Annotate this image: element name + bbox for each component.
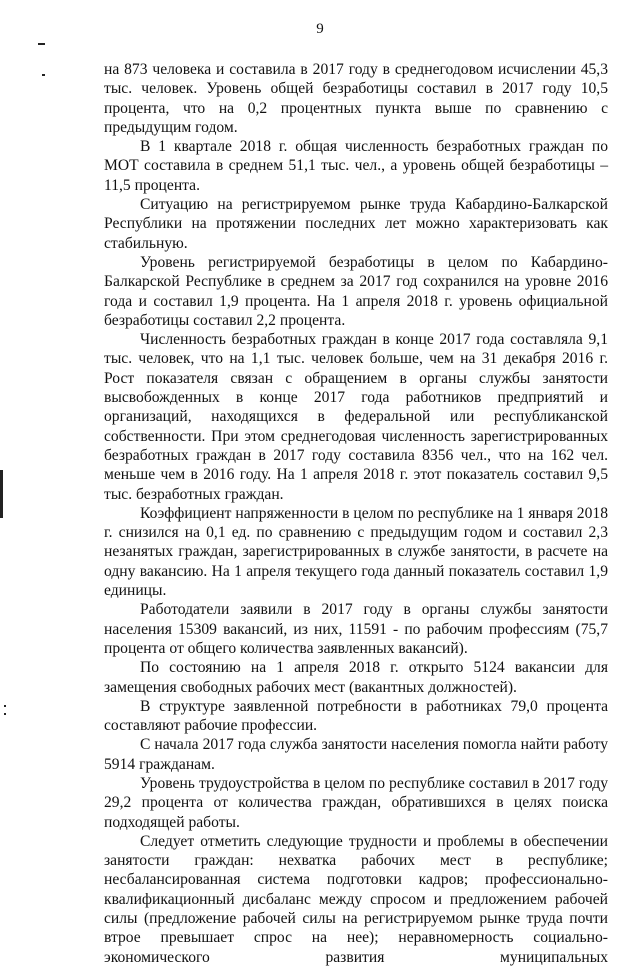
paragraph: По состоянию на 1 апреля 2018 г. открыто 5124 вакансии для замещения свободных рабочих мест (вакантных должностей). bbox=[104, 659, 608, 696]
scan-mark bbox=[4, 713, 6, 715]
paragraph: В структуре заявленной потребности в работниках 79,0 процента составляют рабочие профессии. bbox=[104, 697, 608, 735]
paragraph: Уровень трудоустройства в целом по республике составил в 2017 году 29,2 процента от количества граждан, обратившихся в целях поиска подходящей работы. bbox=[104, 774, 608, 831]
scan-mark bbox=[38, 43, 45, 45]
scan-mark bbox=[4, 705, 6, 707]
paragraph: Следует отметить следующие трудности и проблемы в обеспечении занятости граждан: нехватка рабочих мест в республике; несбалансированная система подготовки кадров; профессионально-квалификационный дисбаланс между спросом и предложением рабочей силы (предложение рабочей силы на регистрируемом рынке труда почти втрое превышает спрос на нее); неравномерность социально-экономического развития муниципальных bbox=[104, 832, 608, 966]
paragraph: Уровень регистрируемой безработицы в целом по Кабардино-Балкарской Республике в среднем за 2017 год сохранился на уровне 2016 года и составил 1,9 процента. На 1 апреля 2018 г. уровень официальной безработицы составил 2,2 процента. bbox=[104, 253, 608, 329]
scan-mark bbox=[42, 74, 45, 76]
scan-edge-mark bbox=[0, 470, 3, 518]
paragraph: Ситуацию на регистрируемом рынке труда Кабардино-Балкарской Республики на протяжении последних лет можно характеризовать как стабильную. bbox=[104, 196, 608, 252]
page-number: 9 bbox=[316, 21, 324, 37]
paragraph: Коэффициент напряженности в целом по республике на 1 января 2018 г. снизился на 0,1 ед. по сравнению с предыдущим годом и составил 2,3 незанятых граждан, зарегистрированных в службе занятости, в расчете на одну вакансию. На 1 апреля текущего года данный показатель составил 1,9 единицы. bbox=[104, 504, 608, 600]
paragraph: Численность безработных граждан в конце 2017 года составляла 9,1 тыс. человек, что на 1,1 тыс. человек больше, чем на 31 декабря 2016 г. Рост показателя связан с обращением в органы службы занятости высвобожденных в конце 2017 года работников предприятий и организаций, находящихся в федеральной или республиканской собственности. При этом среднегодовая численность зарегистрированных безработных граждан в 2017 году составила 8356 чел., что на 162 чел. меньше чем в 2016 году. На 1 апреля 2018 г. этот показатель составил 9,5 тыс. безработных граждан. bbox=[104, 331, 608, 503]
paragraph: В 1 квартале 2018 г. общая численность безработных граждан по МОТ составила в среднем 51,1 тыс. чел., а уровень общей безработицы – 11,5 процента. bbox=[104, 138, 608, 194]
paragraph: С начала 2017 года служба занятости населения помогла найти работу 5914 гражданам. bbox=[104, 736, 608, 773]
paragraph: Работодатели заявили в 2017 году в органы службы занятости населения 15309 вакансий, из них, 11591 - по рабочим профессиям (75,7 процента от общего количества заявленных вакансий). bbox=[104, 601, 608, 657]
body-text bbox=[104, 60, 608, 967]
paragraph: на 873 человека и составила в 2017 году в среднегодовом исчислении 45,3 тыс. человек. Уровень общей безработицы составил в 2017 году 10,5 процента, что на 0,2 процентных пункта выше по сравнению с предыдущим годом. bbox=[104, 61, 608, 136]
